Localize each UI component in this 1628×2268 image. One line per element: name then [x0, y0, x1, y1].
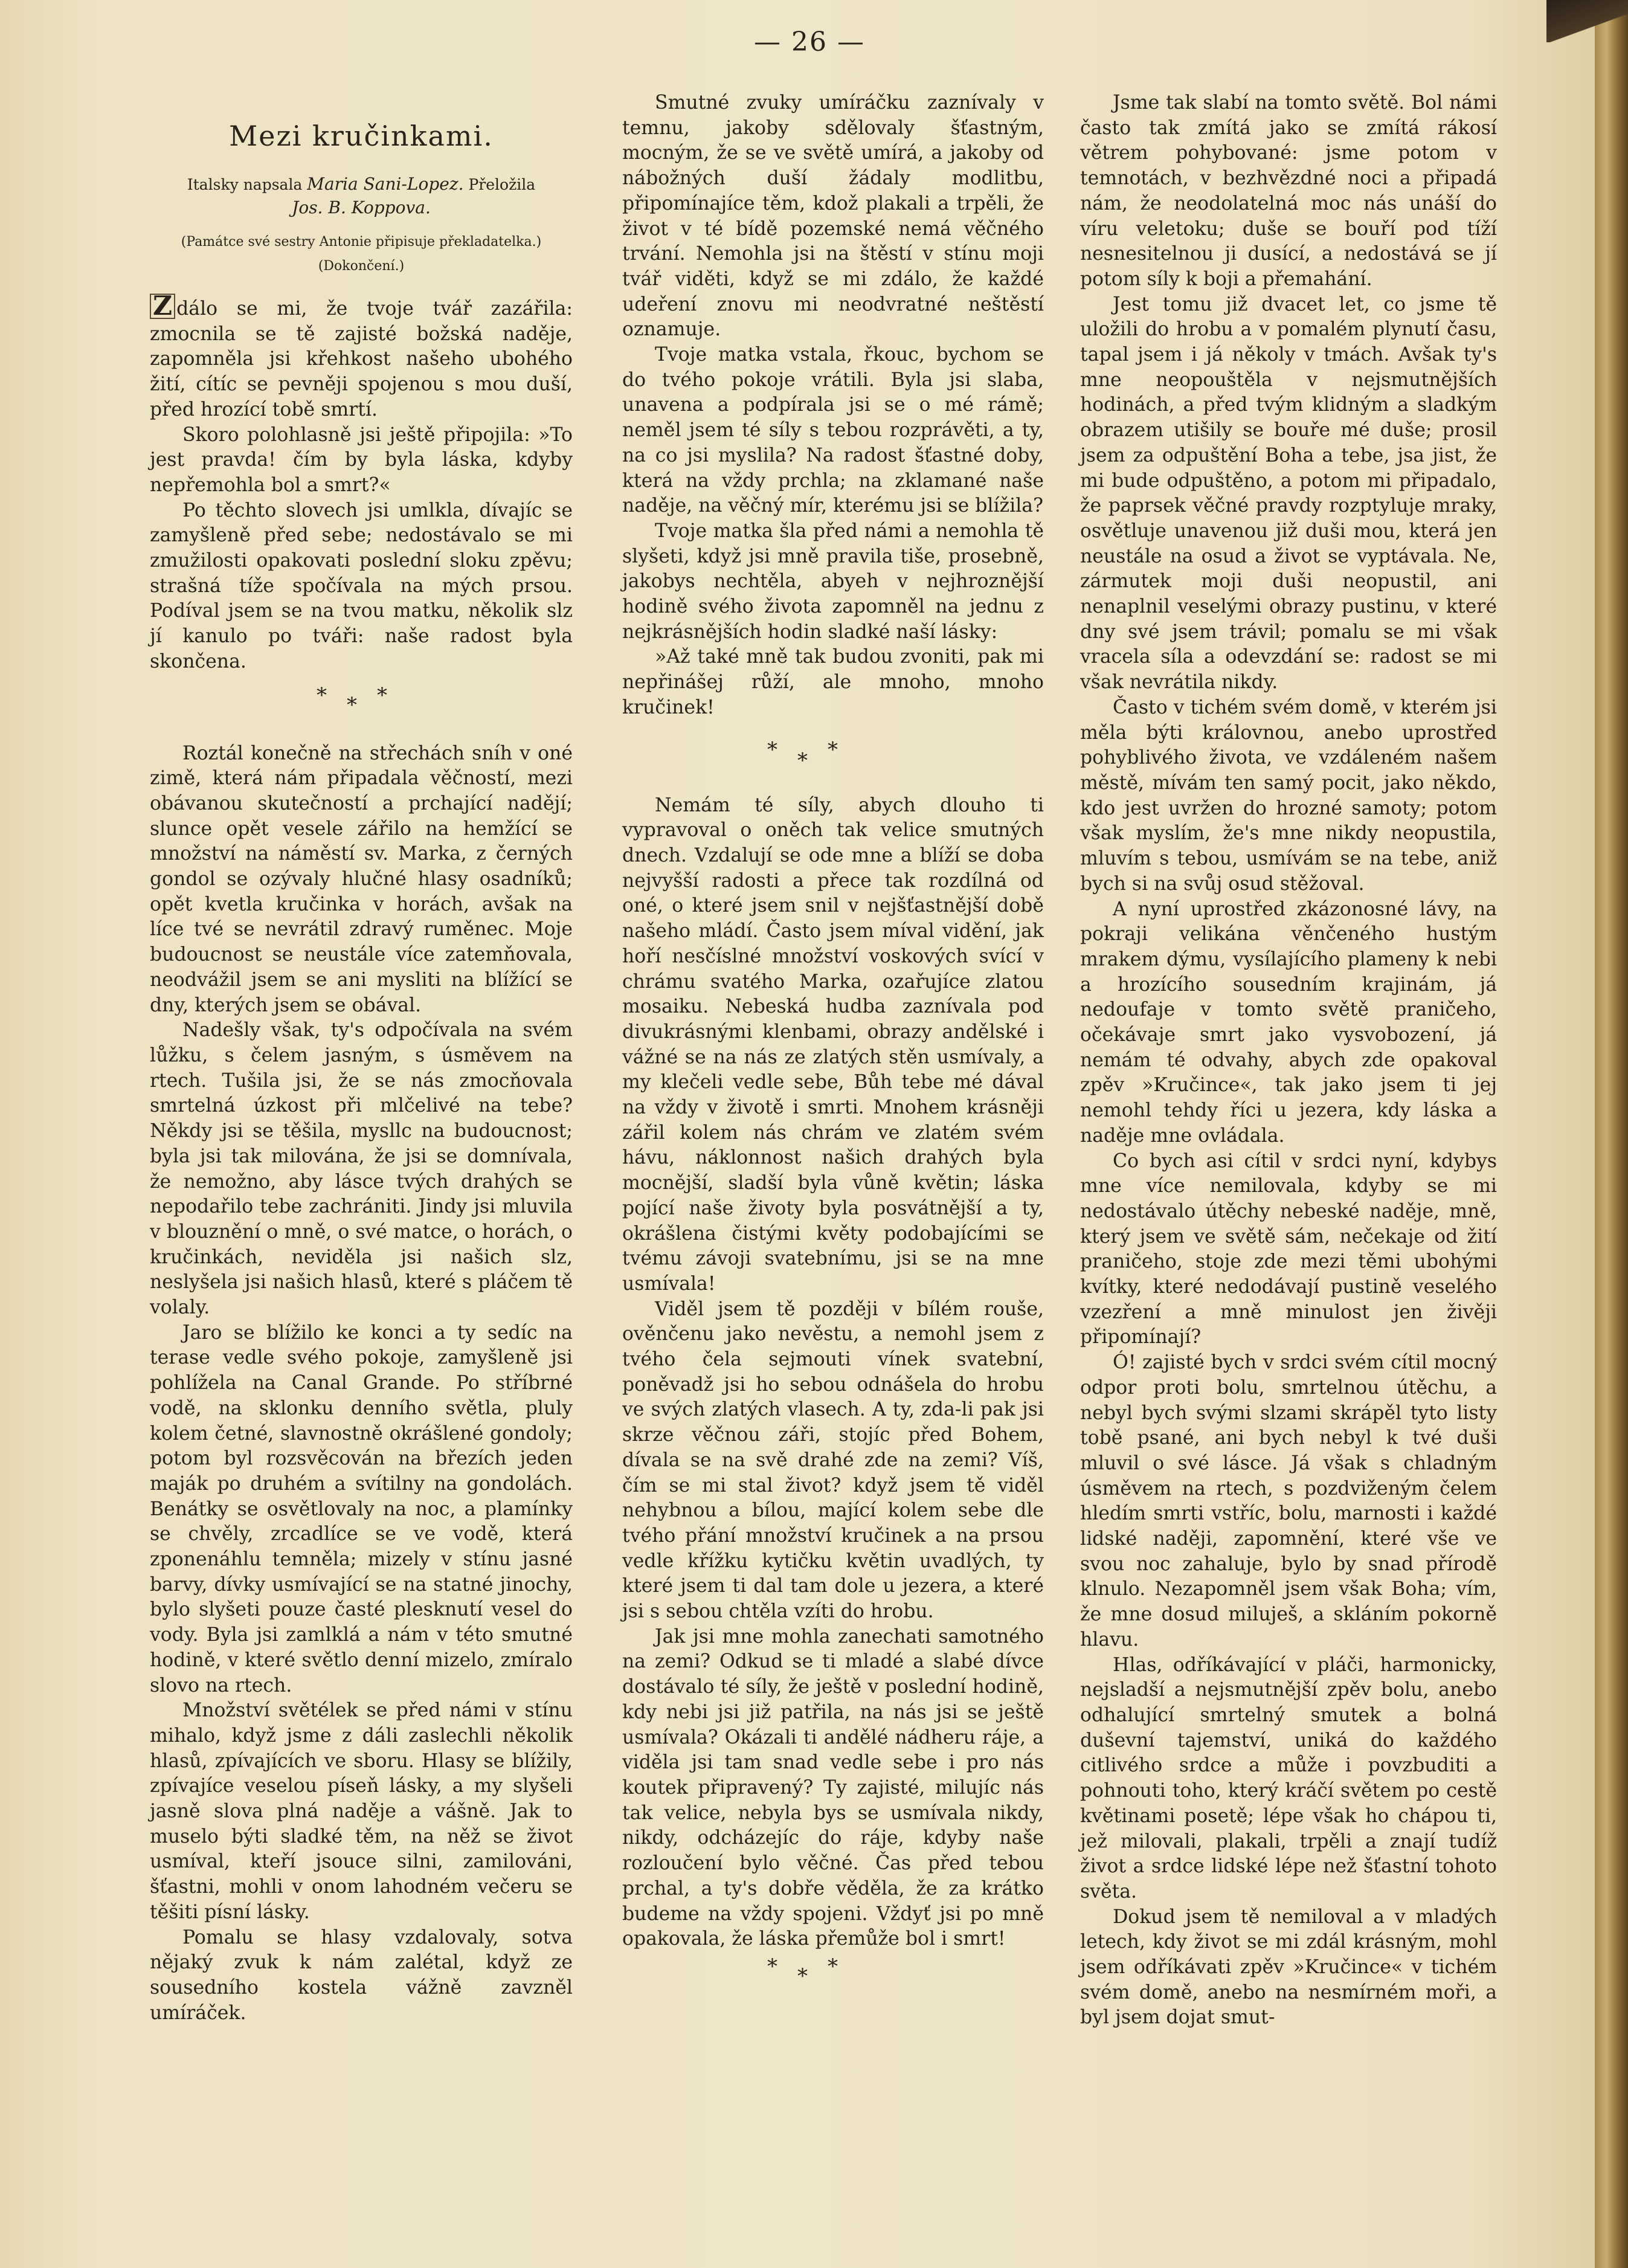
paragraph: Pomalu se hlasy vzdalovaly, sotva nějaký zvuk k nám zalétal, když ze sousedního kostela vážně zavzněl umíráček. [150, 1926, 573, 2024]
byline-prefix: Italsky napsala [187, 176, 303, 193]
column-1 [150, 91, 573, 2026]
byline-mid: Přeložila [468, 176, 536, 193]
paragraph: Tvoje matka šla před námi a nemohla tě slyšeti, když jsi mně pravila tiše, prosebně, jakobys nechtěla, abyeh v nejhroznější hodině svého života zapomněl na jednu z nejkrásnějších hodin sladké naší lásky: [622, 520, 1044, 643]
paragraph: Jak jsi mne mohla zanechati samotného na zemi? Odkud se ti mladé a slabé dívce dostávalo té síly, že ještě v poslední hodině, kdy nebi jsi již patřila, na nás jsi se ještě usmívala? Okázali ti andělé nádheru ráje, a viděla jsi tam snad vedle sebe i pro nás koutek připravený? Ty zajisté, milujíc nás tak velice, nebyla bys se usmívala nikdy, nikdy, odcházejíc do ráje, kdyby naše rozloučení bylo věčné. Čas před tebou prchal, a ty's dobře věděla, že za krátko budeme na vždy spojeni. Vždyť jsi po mně opakovala, že láska přemůže bol i smrt! [622, 1625, 1044, 1950]
divider-star: * [797, 748, 808, 773]
paragraph: »Až také mně tak budou zvoniti, pak mi nepřinášej růží, ale mnoho, mnoho kručinek! [622, 646, 1044, 718]
section-divider [150, 675, 573, 741]
continuation-note: (Dokončení.) [318, 259, 405, 274]
paragraph: Jest tomu již dvacet let, co jsme tě uložili do hrobu a v pomalém plynutí času, tapal jsem i já několy v tmách. Avšak ty's mne neopouštěla v nejsmutnějších hodinách, a před tvým klidným a sladkým obrazem utišily se bouře mé duše; prosil jsem za odpuštění Boha a tebe, jsa jist, že mi bude odpuštěno, a potom mi připadalo, že paprsek věčné pravdy rozptyluje mraky, osvětluje unavenou již duši mou, která jen neustále na osud a život se vyptávala. Ne, zármutek moji duši neopustil, ani nenaplnil veselými obrazy pustinu, v které dny své jsem trávil; pomalu se mi však vracela síla a odevzdání se: radost se mi však nevrátila nikdy. [1080, 293, 1497, 694]
paragraph: A nyní uprostřed zkázonosné lávy, na pokraji velikána věnčeného hustým mrakem dýmu, vysílajícího plameny k nebi a hrozícího sousedním krajinám, já nedoufaje v tomto světě praničeho, očekávaje smrt jako vysvobození, já nemám té odvahy, abych zde opakoval zpěv »Kručince«, tak jako jsem ti jej nemohl tehdy říci u jezera, kdy láska a naděje mne ovládala. [1080, 898, 1497, 1147]
paragraph-text: dálo se mi, že tvoje tvář zazářila: zmocnila se tě zajisté božská naděje, zapomněla jsi křehkost našeho ubohého žití, cítíc se pevněji spojenou s mou duší, před hrozící tobě smrtí. [150, 298, 573, 420]
paragraph: Smutné zvuky umíráčku zaznívaly v temnu, jakoby sdělovaly šťastným, mocným, že se ve světě umírá, a jakoby od nábožných duší žádaly modlitbu, připomínajíce těm, kdož plakali a trpěli, že život v té bídě pozemské nemá věčného trvání. Nemohla jsi na štěstí v stínu moji tvář viděti, když se mi zdálo, že každé udeření znovu mi neodvratné neštěstí oznamuje. [622, 92, 1044, 341]
divider-star: * [347, 692, 357, 717]
dedication: (Památce své sestry Antonie připisuje překladatelka.) [181, 234, 542, 250]
section-divider [622, 721, 1044, 793]
divider-star: * [797, 1964, 808, 1988]
paragraph [150, 291, 573, 423]
paragraph: Množství světélek se před námi v stínu mihalo, když jsme z dáli zaslechli několik hlasů, zpívajících ve sboru. Hlasy se blížily, zpívajíce veselou píseň lásky, a my slyšeli jasně slova plná naděje a vášně. Jak to muselo býti sladké těm, na něž se život usmíval, kteří jsouce silni, zamilováni, šťastni, mohli v onom lahodném večeru se těšiti písní lásky. [150, 1699, 573, 1923]
paragraph: Ó! zajisté bych v srdci svém cítil mocný odpor proti bolu, smrtelnou útěchu, a nebyl bych svými slzami skrápěl tyto listy tobě psané, ani bych nebyl k tvé duši mluvil o své lásce. Já však s chladným úsměvem na rtech, s pozdviženým čelem hledím smrti vstříc, bolu, marnosti i každé lidské naději, zapomnění, které vše ve svou noc zahaluje, bylo by snad přírodě klnulo. Nezapomněl jsem však Boha; vím, že mne dosud miluješ, a skláním pokorně hlavu. [1080, 1351, 1497, 1651]
paragraph: Jaro se blížilo ke konci a ty sedíc na terase vedle svého pokoje, zamyšleně jsi pohlížela na Canal Grande. Po stříbrné vodě, na sklonku denního světla, pluly kolem četné, slavnostně okrášlené gondoly; potom byl rozsvěcován na březích jeden maják po druhém a svítilny na gondolách. Benátky se osvětlovaly na noc, a plamínky se chvěly, zrcadlíce se ve vodě, která zponenáhlu temněla; mizely v stínu jasné barvy, dívky usmívající se na statné jinochy, bylo slyšeti pouze časté plesknutí vesel do vody. Byla jsi zamlklá a nám v této smutné hodině, v které světlo denní mizelo, zmíralo slovo na rtech. [150, 1321, 573, 1696]
paragraph: Skoro polohlasně jsi ještě připojila: »To jest pravda! čím by byla láska, kdyby nepřemohla bol a smrt?« [150, 424, 573, 496]
byline [150, 173, 573, 220]
paragraph: Jsme tak slabí na tomto světě. Bol námi často tak zmítá jako se zmítá rákosí větrem pohybované: jsme potom v temnotách, v bezhvězdné noci a připadá nám, že neodolatelná moc nás unáší do víru veletoku; duše se bouří pod tíží nesnesitelnou ji dusící, a nedostává se jí potom síly k boji a přemahání. [1080, 92, 1497, 290]
divider-star: * [767, 737, 777, 762]
story-title: Mezi kručinkami. [229, 120, 494, 152]
drop-cap: Z [150, 294, 175, 319]
translator-name: Jos. B. Koppova. [292, 198, 431, 217]
paragraph: Po těchto slovech jsi umlkla, dívajíc se zamyšleně před sebe; nedostávalo se mi zmužilosti opakovati poslední sloku zpěvu; strašná tíže spočívala na mých prsou. Podíval jsem se na tvou matku, několik slz jí kanulo po tváři: naše radost byla skončena. [150, 499, 573, 672]
author-name: Maria Sani-Lopez. [307, 174, 464, 194]
page-number: — 26 — [754, 27, 865, 57]
section-divider [622, 1952, 1044, 1988]
paragraph: Roztál konečně na střechách sníh v oné zimě, která nám připadala věčností, mezi obávanou skutečností a prchající nadějí; slunce opět vesele zářilo na hemžící se množství na náměstí sv. Marka, z černých gondol se ozývaly hlučné hlasy osadníků; opět kvetla kručinka v horách, avšak na líce tvé se nevrátil zdravý ruměnec. Moje budoucnost se neustále více zatemňovala, neodvážil jsem se ani mysliti na blížící se dny, kterých jsem se obával. [150, 742, 573, 1016]
paragraph: Tvoje matka vstala, řkouc, bychom se do tvého pokoje vrátili. Byla jsi slaba, unavena a podpírala jsi se o mé rámě; neměl jsem té síly s tebou rozprávěti, a ty, na co jsi myslila? Na radost šťastné doby, která na vždy prchla; na zklamané naše naděje, na věčný mír, kterému jsi se blížila? [622, 344, 1044, 517]
column-2 [622, 91, 1044, 1988]
column-3 [1080, 91, 1497, 2031]
page-corner-shadow [1546, 0, 1628, 42]
paragraph: Hlas, odříkávající v pláči, harmonicky, nejsladší a nejsmutnější zpěv bolu, anebo odhalující smrtelný smutek a bolná duševní tajemství, uniká do každého citlivého srdce a může i povzbuditi a pohnouti toho, který kráčí světem po cestě květinami posetě; lépe však ho chápou ti, jež milovali, plakali, trpěli a znají tudíž život a srdce lidské lépe než šťastní tohoto světa. [1080, 1654, 1497, 1902]
paragraph: Nadešly však, ty's odpočívala na svém lůžku, s čelem jasným, s úsměvem na rtech. Tušila jsi, že se nás zmocňovala smrtelná úzkost při mlčelivé na tebe? Někdy jsi se těšila, mysllc na budoucnost; byla jsi tak milována, že jsi se domnívala, že nemožno, aby lásce tvých drahých se nepodařilo tebe zachrániti. Jindy jsi mluvila v blouznění o mně, o své matce, o horách, o kručinkách, neviděla jsi našich slz, neslyšela jsi našich hlasů, které s pláčem tě volaly. [150, 1019, 573, 1319]
divider-star: * [767, 1954, 777, 1979]
page-edge [1595, 0, 1628, 2268]
divider-star: * [828, 1954, 838, 1979]
divider-star: * [317, 683, 327, 707]
paragraph: Nemám té síly, abych dlouho ti vypravoval o oněch tak velice smutných dnech. Vzdalují se ode mne a blíží se doba nejvyšší radosti a přece tak rozdílná od oné, o které jsem snil v nejšťastnější době našeho mládí. Často jsem míval vidění, jak hoří nesčíslné množství voskových svící v chrámu svatého Marka, ozařujíce zlatou mosaiku. Nebeská hudba zaznívala pod divukrásnými klenbami, obrazy andělské i vážné se na nás ze zlatých stěn usmívaly, a my klečeli vedle sebe, Bůh tebe mé dával na vždy v životě i smrti. Mnohem krásněji zářil kolem nás chrám ve zlatém svém hávu, náklonnost našich drahých byla mocnější, sladší byla vůně květin; láska pojící naše životy byla posvátnější a ty, okrášlena čistými květy podobajícími se tvému závoji svatebnímu, jsi se na mne usmívala! [622, 794, 1044, 1295]
divider-star: * [377, 683, 387, 707]
paragraph: Viděl jsem tě později v bílém rouše, ověnčenu jako nevěstu, a nemohl jsem z tvého čela sejmouti vínek svatební, poněvadž jsi ho sebou odnášela do hrobu ve svých zlatých vlasech. A ty, zda-li pak jsi skrze věčnou záři, stojíc před Bohem, dívala se na svě drahé zde na zemi? Víš, čím se mi stal život? když jsem tě viděl nehybnou a bílou, mající kolem sebe dle tvého přání množství kručinek a na prsou vedle křížku kytičku květin uvadlých, ty které jsem ti dal tam dole u jezera, a které jsi s sebou chtěla vzíti do hrobu. [622, 1298, 1044, 1623]
paragraph: Často v tichém svém domě, v kterém jsi měla býti královnou, anebo uprostřed pohyblivého života, ve vzdáleném našem městě, mívám ten samý pocit, jako někdo, kdo jest uvržen do hrozné samoty; potom však myslím, že's mne nikdy neopustila, mluvím s tebou, usmívám se na tebe, aniž bych si na svůj osud stěžoval. [1080, 696, 1497, 895]
paragraph: Co bych asi cítil v srdci nyní, kdybys mne více nemilovala, kdyby se mi nedostávalo útěchy nebeské naděje, mně, který jsem ve světě sám, nečekaje od žití praničeho, stoje zde mezi těmi ubohými kvítky, které nedodávají pustině veselého vzezření a mně minulost jen živěji připomínají? [1080, 1150, 1497, 1348]
paragraph: Dokud jsem tě nemiloval a v mladých letech, kdy život se mi zdál krásným, mohl jsem odříkávati zpěv »Kručince« v tichém svém domě, anebo na nesmírném moři, a byl jsem dojat smut- [1080, 1906, 1497, 2029]
divider-star: * [828, 737, 838, 762]
